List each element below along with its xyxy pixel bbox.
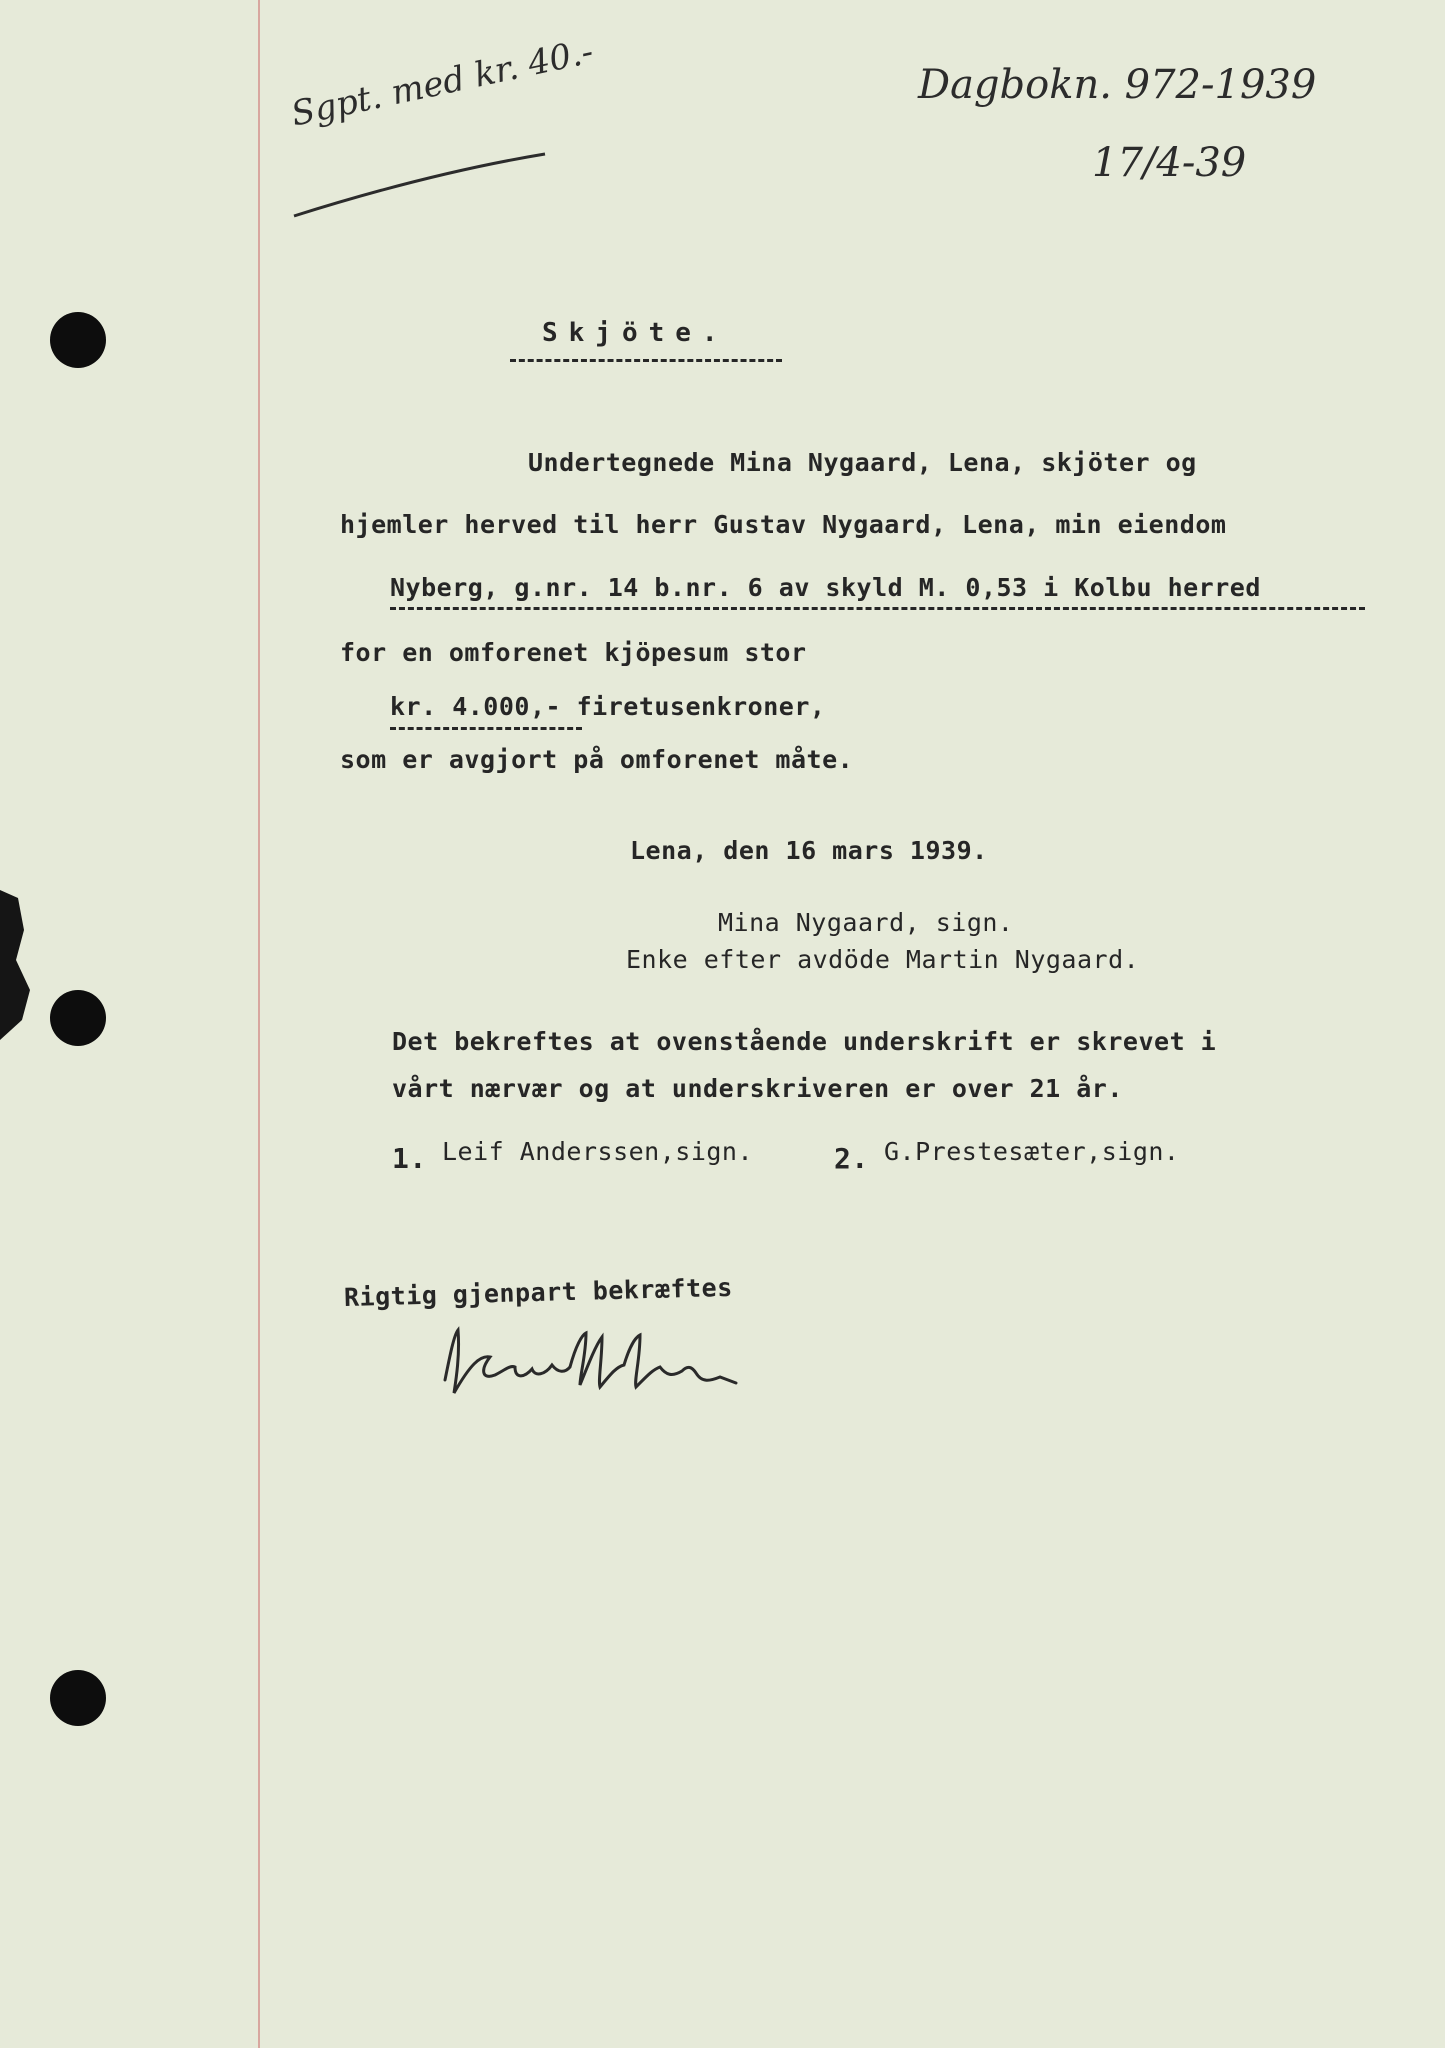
certification: Rigtig gjenpart bekræftes xyxy=(343,1272,734,1312)
witness-1-name: Leif Anderssen,sign. xyxy=(442,1137,754,1166)
body-line-2: hjemler herved til herr Gustav Nygaard, Lena, min eiendom xyxy=(340,510,1227,539)
document-title: Skjöte. xyxy=(542,318,729,348)
property-underline xyxy=(390,607,1365,610)
property-line: Nyberg, g.nr. 14 b.nr. 6 av skyld M. 0,53 i Kolbu herred xyxy=(390,573,1261,602)
page-edge-mark xyxy=(0,890,60,1040)
body-line-1: Undertegnede Mina Nygaard, Lena, skjöter og xyxy=(528,448,1197,477)
register-number: Dagbokn. 972-1939 xyxy=(918,62,1317,108)
witness-statement-line-1: Det bekreftes at ovenstående underskrift er skrevet i xyxy=(392,1027,1217,1056)
signer-name: Mina Nygaard, sign. xyxy=(718,908,1014,937)
fee-note-underline xyxy=(290,150,550,220)
price-underline xyxy=(390,727,582,730)
body-line-6: som er avgjort på omforenet måte. xyxy=(340,745,854,774)
certifier-signature xyxy=(420,1325,800,1410)
witness-statement-line-2: vårt nærvær og at underskriveren er over 21 år. xyxy=(392,1074,1123,1103)
witness-2-number: 2. xyxy=(834,1142,869,1175)
margin-line xyxy=(258,0,260,2048)
price-line: kr. 4.000,- firetusenkroner, xyxy=(390,692,826,721)
body-line-4: for en omforenet kjöpesum stor xyxy=(340,638,807,667)
punch-hole-bottom xyxy=(50,1670,106,1726)
witness-1-number: 1. xyxy=(392,1142,427,1175)
place-date: Lena, den 16 mars 1939. xyxy=(630,836,988,865)
fee-note: Sgpt. med kr. 40.- xyxy=(287,31,597,135)
punch-hole-top xyxy=(50,312,106,368)
register-date: 17/4-39 xyxy=(1092,140,1247,186)
witness-2-name: G.Prestesæter,sign. xyxy=(884,1137,1180,1166)
title-underline xyxy=(510,359,782,362)
signer-title: Enke efter avdöde Martin Nygaard. xyxy=(626,945,1140,974)
